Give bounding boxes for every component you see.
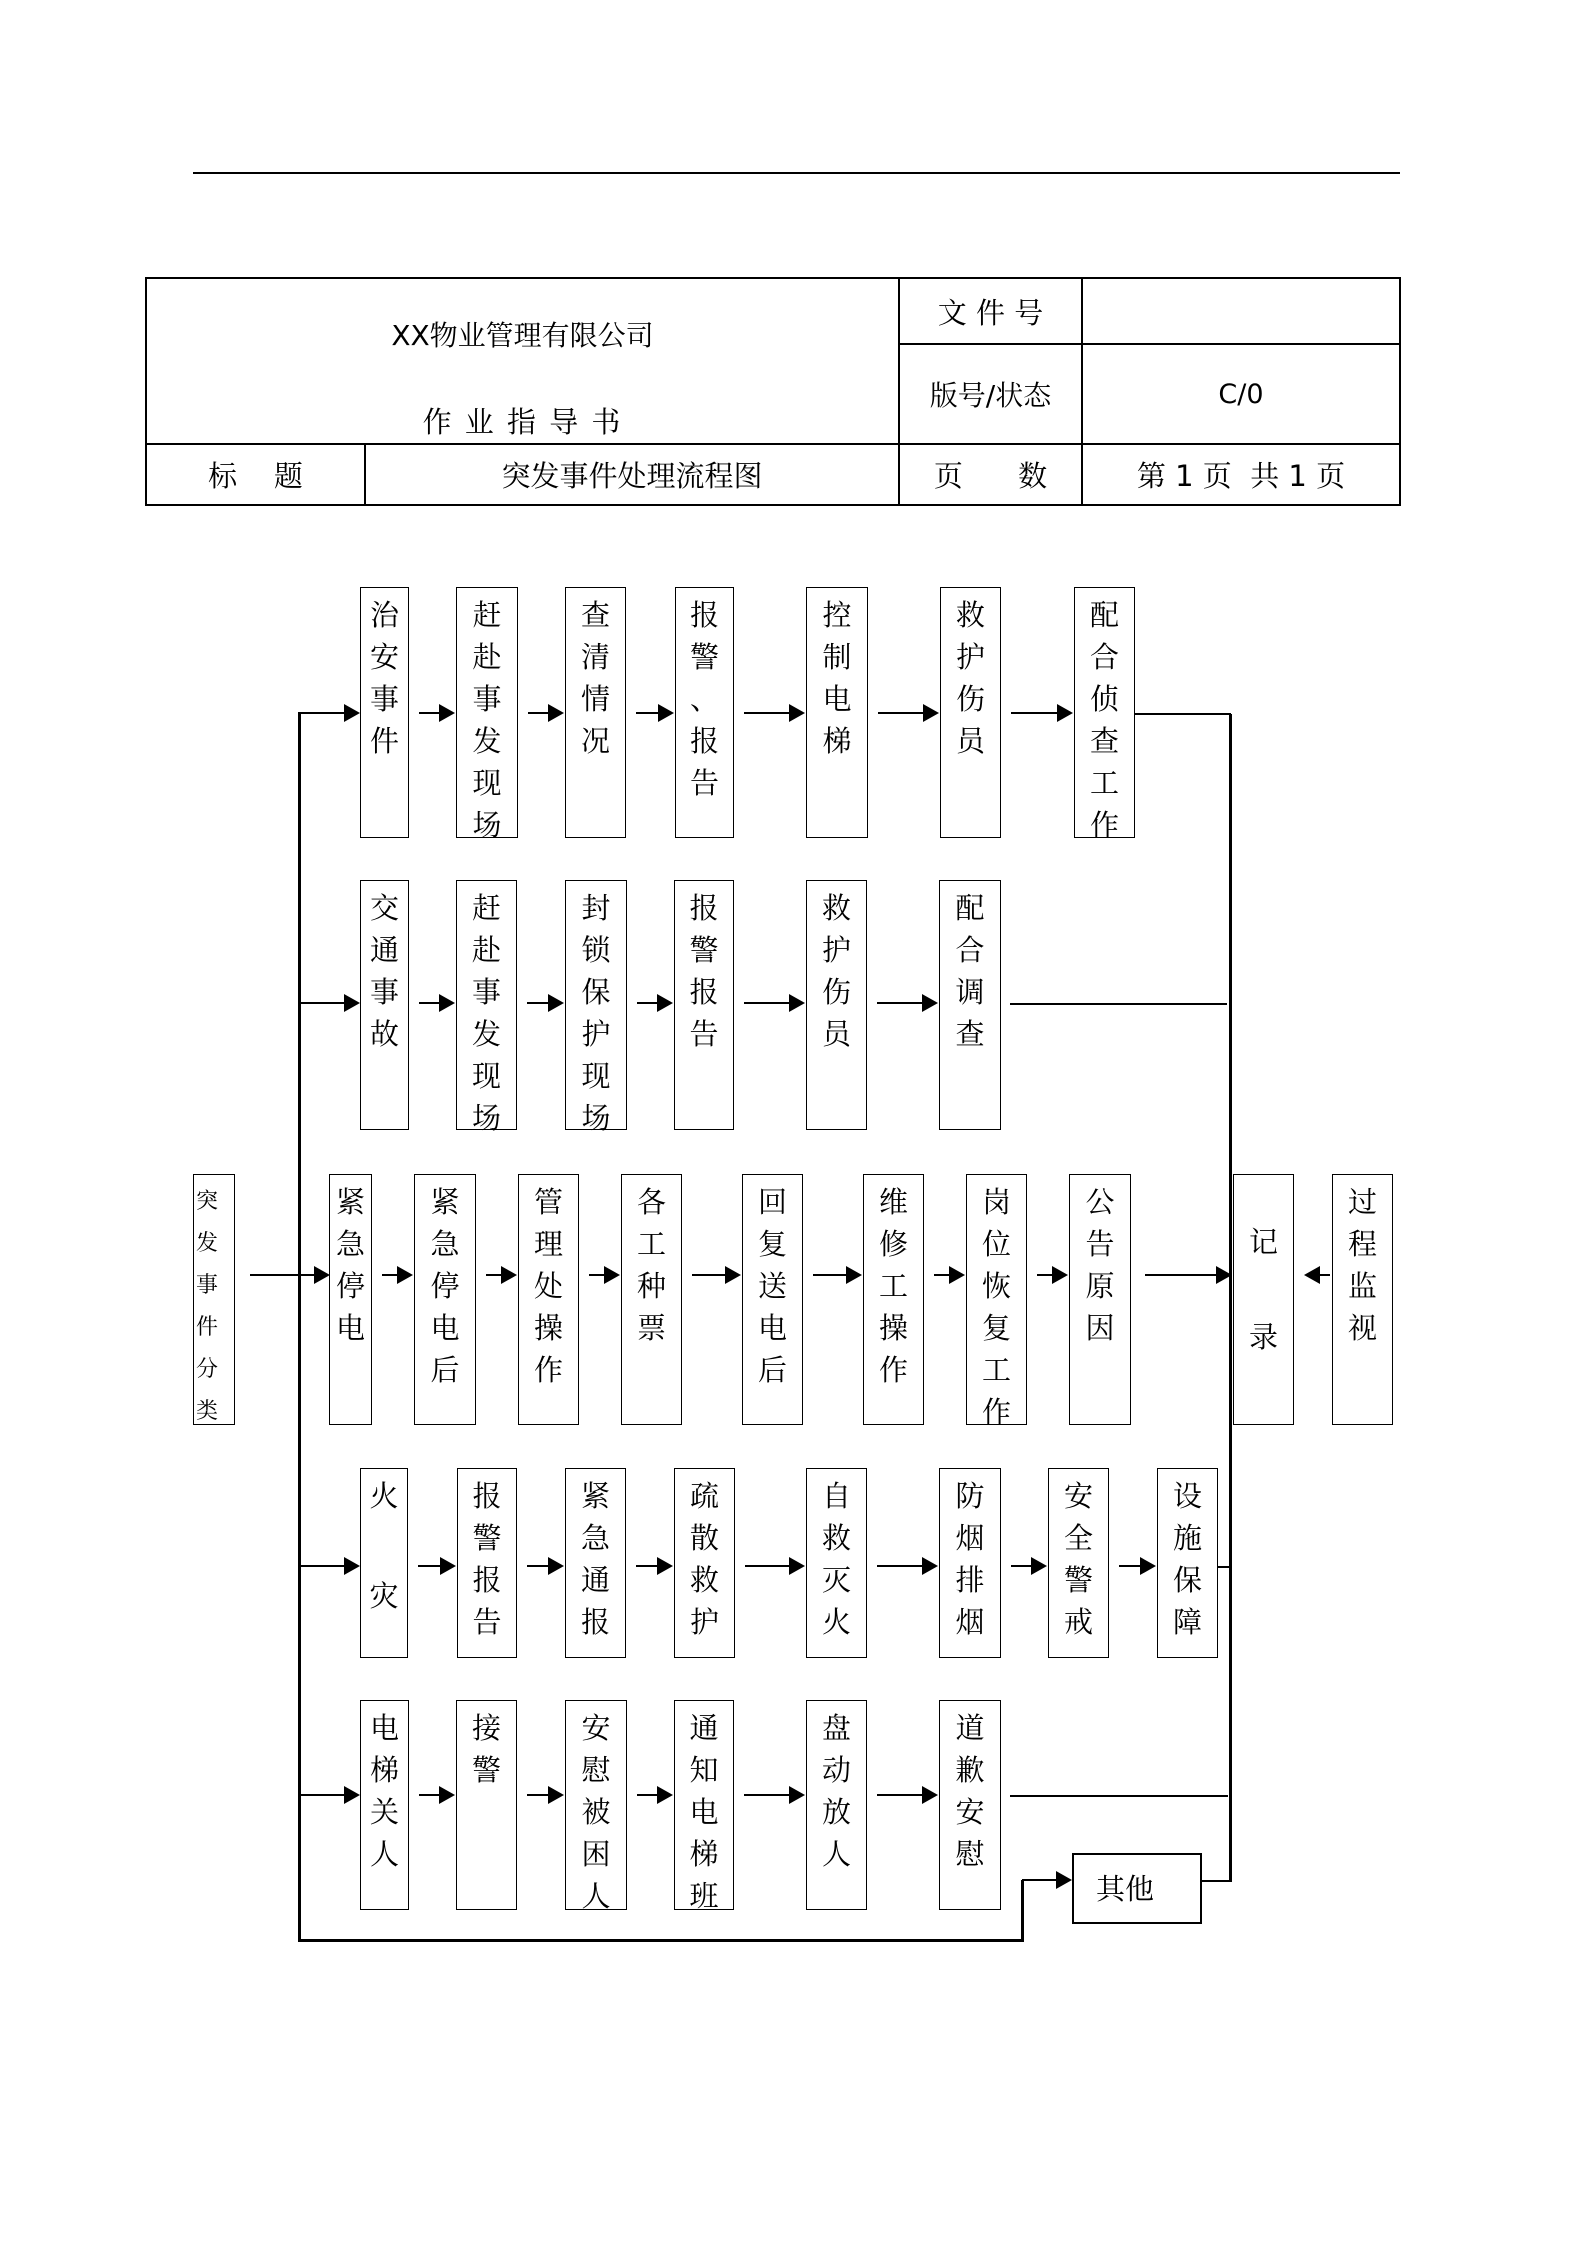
- arrow-right-icon: [419, 712, 453, 714]
- step-box-traffic-2-char: 场: [471, 1101, 501, 1135]
- arrow-right-icon: [1011, 712, 1071, 714]
- step-box-power-outage-4-char: 各: [636, 1185, 666, 1219]
- step-box-power-outage-2: [414, 1174, 476, 1425]
- right-collector-line: [1229, 714, 1232, 1882]
- step-box-security-5-char: 电: [822, 682, 852, 716]
- step-box-fire-1-char: 灾: [369, 1579, 399, 1613]
- doc-no-label: 文 件 号: [937, 295, 1044, 330]
- step-box-power-outage-3-char: 理: [533, 1227, 563, 1261]
- step-box-power-outage-2-char: 停: [430, 1269, 460, 1303]
- arrow-right-icon: [637, 1002, 671, 1004]
- arrow-right-icon: [419, 1002, 453, 1004]
- step-box-fire-7: [1048, 1468, 1109, 1658]
- step-box-security-2-char: 场: [472, 808, 502, 842]
- step-box-fire-2-char: 报: [472, 1479, 502, 1513]
- step-box-security-4-char: 、: [689, 682, 719, 716]
- classification-box-char: 事: [196, 1273, 219, 1298]
- arrow-right-icon: [528, 712, 562, 714]
- pages-label: 页 数: [933, 459, 1048, 493]
- arrow-right-icon: [419, 1794, 453, 1796]
- step-box-power-outage-8-char: 原: [1085, 1269, 1115, 1303]
- step-box-elevator-trap-4-char: 通: [689, 1711, 719, 1745]
- step-box-security-2-char: 赴: [472, 640, 502, 674]
- record-box: [1233, 1174, 1294, 1425]
- company-name: XX物业管理有限公司: [391, 319, 654, 352]
- step-box-traffic-1-char: 故: [369, 1017, 399, 1051]
- row-exit-line: [1010, 1795, 1228, 1797]
- step-box-security-7-char: 合: [1089, 640, 1119, 674]
- step-box-fire-4: [674, 1468, 735, 1658]
- step-box-security-7-char: 工: [1089, 766, 1119, 800]
- step-box-fire-8: [1157, 1468, 1218, 1658]
- step-box-elevator-trap-4: [674, 1700, 734, 1913]
- step-box-elevator-trap-1: [360, 1700, 409, 1910]
- step-box-elevator-trap-2: [456, 1700, 517, 1910]
- arrow-right-icon: [745, 1565, 803, 1567]
- step-box-traffic-5-char: 救: [821, 891, 851, 925]
- arrow-right-icon: [692, 1274, 739, 1276]
- step-box-security-1-char: 件: [369, 724, 399, 758]
- step-box-power-outage-4-char: 种: [636, 1269, 666, 1303]
- step-box-power-outage-7-char: 岗: [981, 1185, 1011, 1219]
- step-box-fire-4-char: 救: [689, 1563, 719, 1597]
- step-box-security-7-char: 查: [1089, 724, 1119, 758]
- step-box-fire-2-char: 告: [472, 1605, 502, 1639]
- step-box-traffic-1-char: 通: [369, 933, 399, 967]
- classification-box-char: 件: [196, 1315, 219, 1340]
- record-box-char: 录: [1248, 1319, 1278, 1354]
- step-box-traffic-2-char: 发: [471, 1017, 501, 1051]
- step-box-elevator-trap-6-char: 安: [955, 1795, 985, 1829]
- arrow-right-icon: [299, 712, 358, 714]
- title-label: 标 题: [208, 459, 303, 493]
- step-box-fire-3: [565, 1468, 626, 1658]
- step-box-traffic-6-char: 合: [955, 933, 985, 967]
- step-box-traffic-3-char: 场: [581, 1101, 611, 1135]
- step-box-elevator-trap-6-char: 歉: [955, 1753, 985, 1787]
- step-box-traffic-6-char: 查: [955, 1017, 985, 1051]
- step-box-traffic-1-char: 事: [369, 975, 399, 1009]
- step-box-power-outage-6: [863, 1174, 924, 1425]
- step-box-fire-4-char: 护: [689, 1605, 719, 1639]
- step-box-fire-2-char: 报: [472, 1563, 502, 1597]
- step-box-traffic-2: [456, 880, 517, 1135]
- step-box-fire-7-char: 戒: [1063, 1605, 1093, 1639]
- bottom-return-riser: [1021, 1880, 1024, 1942]
- step-box-power-outage-7-char: 恢: [981, 1269, 1011, 1303]
- arrow-right-icon: [1037, 1274, 1066, 1276]
- step-box-power-outage-5-char: 后: [757, 1353, 787, 1387]
- step-box-traffic-2-char: 赶: [471, 891, 501, 925]
- version-value: C/0: [1218, 378, 1264, 410]
- step-box-fire-6-char: 烟: [955, 1521, 985, 1555]
- step-box-fire-7-char: 全: [1063, 1521, 1093, 1555]
- step-box-security-5: [806, 587, 868, 838]
- classification-box-char: 分: [196, 1357, 219, 1382]
- step-box-elevator-trap-3-char: 困: [581, 1837, 611, 1871]
- step-box-fire-4-char: 疏: [689, 1479, 719, 1513]
- arrow-right-icon: [527, 1794, 562, 1796]
- step-box-fire-6-char: 排: [955, 1563, 985, 1597]
- step-box-power-outage-3-char: 作: [533, 1353, 563, 1387]
- step-box-traffic-3-char: 锁: [581, 933, 611, 967]
- arrow-right-icon: [527, 1002, 562, 1004]
- step-box-power-outage-1-char: 急: [335, 1227, 365, 1261]
- monitor-box-char: 程: [1347, 1227, 1377, 1261]
- arrow-right-icon: [1022, 1879, 1070, 1881]
- step-box-security-6-char: 员: [955, 724, 985, 758]
- step-box-elevator-trap-3: [565, 1700, 627, 1913]
- step-box-power-outage-2-char: 紧: [430, 1185, 460, 1219]
- step-box-security-7-char: 侦: [1089, 682, 1119, 716]
- step-box-elevator-trap-3-char: 慰: [581, 1753, 611, 1787]
- step-box-elevator-trap-3-char: 安: [581, 1711, 611, 1745]
- step-box-traffic-2-char: 赴: [471, 933, 501, 967]
- arrow-right-icon: [589, 1274, 618, 1276]
- step-box-elevator-trap-5: [806, 1700, 867, 1910]
- arrow-right-icon: [1145, 1274, 1230, 1276]
- step-box-security-2: [456, 587, 518, 842]
- pages-value: 第 1 页 共 1 页: [1136, 459, 1346, 493]
- step-box-elevator-trap-5-char: 动: [821, 1753, 851, 1787]
- arrow-right-icon: [1011, 1565, 1045, 1567]
- step-box-power-outage-7: [966, 1174, 1027, 1429]
- step-box-fire-8-char: 施: [1172, 1521, 1202, 1555]
- step-box-traffic-6-char: 调: [955, 975, 985, 1009]
- step-box-traffic-1: [360, 880, 409, 1130]
- arrow-right-icon: [637, 1794, 671, 1796]
- version-label: 版号/状态: [929, 379, 1052, 412]
- step-box-security-3-char: 查: [580, 598, 610, 632]
- arrow-right-icon: [877, 1565, 936, 1567]
- step-box-power-outage-6-char: 修: [878, 1227, 908, 1261]
- step-box-security-5-char: 控: [822, 598, 852, 632]
- step-box-security-6-char: 护: [955, 640, 985, 674]
- monitor-box-char: 过: [1347, 1185, 1377, 1219]
- step-box-elevator-trap-1-char: 关: [369, 1795, 399, 1829]
- monitor-box-char: 视: [1347, 1311, 1377, 1345]
- record-box-char: 记: [1248, 1225, 1278, 1260]
- step-box-power-outage-4-char: 工: [636, 1227, 666, 1261]
- step-box-security-4-char: 告: [689, 766, 719, 800]
- arrow-right-icon: [486, 1274, 515, 1276]
- step-box-elevator-trap-4-char: 知: [689, 1753, 719, 1787]
- step-box-security-4-char: 报: [689, 724, 719, 758]
- other-box: [1072, 1853, 1202, 1924]
- classification-box-char: 突: [196, 1189, 219, 1214]
- title-value: 突发事件处理流程图: [501, 459, 763, 493]
- step-box-power-outage-2-char: 后: [430, 1353, 460, 1387]
- arrow-right-icon: [744, 712, 803, 714]
- step-box-security-1-char: 治: [369, 598, 399, 632]
- step-box-fire-3-char: 紧: [580, 1479, 610, 1513]
- arrow-right-icon: [744, 1794, 803, 1796]
- step-box-security-5-char: 制: [822, 640, 852, 674]
- step-box-security-3: [565, 587, 626, 838]
- step-box-security-3-char: 清: [580, 640, 610, 674]
- step-box-security-5-char: 梯: [822, 724, 852, 758]
- step-box-security-2-char: 现: [472, 766, 502, 800]
- step-box-power-outage-6-char: 维: [878, 1185, 908, 1219]
- arrow-right-icon: [299, 1794, 358, 1796]
- step-box-traffic-6: [939, 880, 1001, 1130]
- step-box-security-4-char: 警: [689, 640, 719, 674]
- classification-box-char: 类: [196, 1399, 219, 1424]
- step-box-elevator-trap-1-char: 电: [369, 1711, 399, 1745]
- step-box-traffic-3: [565, 880, 627, 1135]
- arrow-right-icon: [382, 1274, 411, 1276]
- left-trunk-line: [298, 712, 301, 1941]
- arrow-right-icon: [527, 1565, 562, 1567]
- step-box-power-outage-3: [518, 1174, 579, 1425]
- step-box-power-outage-5-char: 电: [757, 1311, 787, 1345]
- step-box-elevator-trap-5-char: 盘: [821, 1711, 851, 1745]
- step-box-security-2-char: 事: [472, 682, 502, 716]
- step-box-traffic-6-char: 配: [955, 891, 985, 925]
- step-box-security-7: [1074, 587, 1135, 842]
- step-box-traffic-3-char: 现: [581, 1059, 611, 1093]
- step-box-security-3-char: 情: [580, 682, 610, 716]
- step-box-fire-2-char: 警: [472, 1521, 502, 1555]
- step-box-elevator-trap-6: [939, 1700, 1001, 1910]
- step-box-security-1: [360, 587, 409, 838]
- step-box-power-outage-2-char: 急: [430, 1227, 460, 1261]
- step-box-traffic-1-char: 交: [369, 891, 399, 925]
- step-box-power-outage-3-char: 操: [533, 1311, 563, 1345]
- step-box-fire-6: [939, 1468, 1001, 1658]
- step-box-power-outage-7-char: 工: [981, 1353, 1011, 1387]
- step-box-traffic-5: [806, 880, 867, 1130]
- step-box-elevator-trap-1-char: 人: [369, 1837, 399, 1871]
- step-box-elevator-trap-1-char: 梯: [369, 1753, 399, 1787]
- classification-box: [193, 1174, 235, 1425]
- step-box-traffic-2-char: 现: [471, 1059, 501, 1093]
- arrow-left-icon: [1306, 1274, 1330, 1276]
- monitor-box-char: 监: [1347, 1269, 1377, 1303]
- step-box-fire-1: [360, 1468, 408, 1658]
- step-box-traffic-2-char: 事: [471, 975, 501, 1009]
- step-box-traffic-3-char: 封: [581, 891, 611, 925]
- step-box-elevator-trap-3-char: 人: [581, 1879, 611, 1913]
- step-box-security-6-char: 救: [955, 598, 985, 632]
- step-box-security-4: [675, 587, 734, 838]
- step-box-fire-5-char: 自: [821, 1479, 851, 1513]
- step-box-fire-2: [457, 1468, 517, 1658]
- arrow-right-icon: [299, 1565, 358, 1567]
- step-box-traffic-4: [674, 880, 734, 1130]
- step-box-traffic-5-char: 伤: [821, 975, 851, 1009]
- arrow-right-icon: [1119, 1565, 1154, 1567]
- step-box-fire-5: [806, 1468, 867, 1658]
- step-box-power-outage-4: [621, 1174, 682, 1425]
- step-box-power-outage-7-char: 作: [981, 1395, 1011, 1429]
- step-box-security-6: [940, 587, 1001, 838]
- step-box-elevator-trap-3-char: 被: [581, 1795, 611, 1829]
- step-box-traffic-5-char: 员: [821, 1017, 851, 1051]
- step-box-power-outage-4-char: 票: [636, 1311, 666, 1345]
- step-box-security-4-char: 报: [689, 598, 719, 632]
- step-box-power-outage-8-char: 告: [1085, 1227, 1115, 1261]
- step-box-power-outage-7-char: 复: [981, 1311, 1011, 1345]
- step-box-power-outage-5: [742, 1174, 803, 1425]
- step-box-elevator-trap-5-char: 人: [821, 1837, 851, 1871]
- arrow-right-icon: [744, 1002, 803, 1004]
- step-box-security-3-char: 况: [580, 724, 610, 758]
- step-box-elevator-trap-4-char: 班: [689, 1879, 719, 1913]
- step-box-elevator-trap-6-char: 道: [955, 1711, 985, 1745]
- step-box-fire-8-char: 设: [1172, 1479, 1202, 1513]
- step-box-fire-5-char: 火: [821, 1605, 851, 1639]
- step-box-fire-3-char: 通: [580, 1563, 610, 1597]
- step-box-security-2-char: 发: [472, 724, 502, 758]
- step-box-power-outage-3-char: 管: [533, 1185, 563, 1219]
- step-box-traffic-4-char: 警: [689, 933, 719, 967]
- step-box-elevator-trap-2-char: 接: [471, 1711, 501, 1745]
- step-box-power-outage-5-char: 回: [757, 1185, 787, 1219]
- arrow-right-icon: [299, 1002, 358, 1004]
- step-box-fire-5-char: 救: [821, 1521, 851, 1555]
- step-box-fire-3-char: 急: [580, 1521, 610, 1555]
- step-box-power-outage-6-char: 作: [878, 1353, 908, 1387]
- arrow-right-icon: [418, 1565, 454, 1567]
- step-box-elevator-trap-4-char: 电: [689, 1795, 719, 1829]
- step-box-power-outage-6-char: 操: [878, 1311, 908, 1345]
- arrow-right-icon: [877, 1002, 936, 1004]
- step-box-power-outage-7-char: 位: [981, 1227, 1011, 1261]
- step-box-security-7-char: 配: [1089, 598, 1119, 632]
- arrow-right-icon: [636, 1565, 671, 1567]
- step-box-power-outage-8: [1069, 1174, 1131, 1425]
- step-box-power-outage-2-char: 电: [430, 1311, 460, 1345]
- step-box-security-7-char: 作: [1089, 808, 1119, 842]
- step-box-traffic-3-char: 护: [581, 1017, 611, 1051]
- step-box-fire-7-char: 警: [1063, 1563, 1093, 1597]
- step-box-fire-6-char: 防: [955, 1479, 985, 1513]
- step-box-power-outage-1-char: 紧: [335, 1185, 365, 1219]
- step-box-fire-3-char: 报: [580, 1605, 610, 1639]
- arrow-right-icon: [813, 1274, 860, 1276]
- row-exit-line: [1010, 1003, 1227, 1005]
- step-box-elevator-trap-2-char: 警: [471, 1753, 501, 1787]
- step-box-power-outage-8-char: 因: [1085, 1311, 1115, 1345]
- step-box-power-outage-1-char: 电: [335, 1311, 365, 1345]
- step-box-power-outage-6-char: 工: [878, 1269, 908, 1303]
- other-exit-line: [1202, 1880, 1231, 1882]
- step-box-elevator-trap-6-char: 慰: [955, 1837, 985, 1871]
- step-box-power-outage-5-char: 复: [757, 1227, 787, 1261]
- arrow-right-icon: [934, 1274, 963, 1276]
- step-box-security-2-char: 赶: [472, 598, 502, 632]
- step-box-fire-6-char: 烟: [955, 1605, 985, 1639]
- step-box-traffic-4-char: 报: [689, 975, 719, 1009]
- arrow-right-icon: [250, 1274, 328, 1276]
- step-box-traffic-4-char: 报: [689, 891, 719, 925]
- classification-box-char: 发: [196, 1231, 219, 1256]
- step-box-fire-7-char: 安: [1063, 1479, 1093, 1513]
- arrow-right-icon: [878, 712, 937, 714]
- arrow-right-icon: [877, 1794, 936, 1796]
- step-box-fire-4-char: 散: [689, 1521, 719, 1555]
- other-box-char: 其: [1096, 1871, 1126, 1906]
- step-box-fire-8-char: 保: [1172, 1563, 1202, 1597]
- step-box-fire-5-char: 灭: [821, 1563, 851, 1597]
- doc-type: 作 业 指 导 书: [422, 404, 623, 439]
- step-box-traffic-3-char: 保: [581, 975, 611, 1009]
- step-box-power-outage-1: [329, 1174, 372, 1425]
- step-box-fire-1-char: 火: [369, 1479, 399, 1513]
- step-box-security-1-char: 事: [369, 682, 399, 716]
- step-box-elevator-trap-5-char: 放: [821, 1795, 851, 1829]
- step-box-fire-8-char: 障: [1172, 1605, 1202, 1639]
- step-box-security-6-char: 伤: [955, 682, 985, 716]
- step-box-traffic-4-char: 告: [689, 1017, 719, 1051]
- step-box-traffic-5-char: 护: [821, 933, 851, 967]
- bottom-return-line: [298, 1939, 1024, 1942]
- other-box-char: 他: [1125, 1871, 1155, 1906]
- arrow-right-icon: [636, 712, 672, 714]
- row-exit-line: [1135, 713, 1231, 715]
- step-box-power-outage-1-char: 停: [335, 1269, 365, 1303]
- step-box-power-outage-8-char: 公: [1085, 1185, 1115, 1219]
- step-box-power-outage-3-char: 处: [533, 1269, 563, 1303]
- row-exit-line: [1218, 1566, 1230, 1568]
- step-box-security-1-char: 安: [369, 640, 399, 674]
- step-box-elevator-trap-4-char: 梯: [689, 1837, 719, 1871]
- step-box-power-outage-5-char: 送: [757, 1269, 787, 1303]
- monitor-box: [1332, 1174, 1393, 1425]
